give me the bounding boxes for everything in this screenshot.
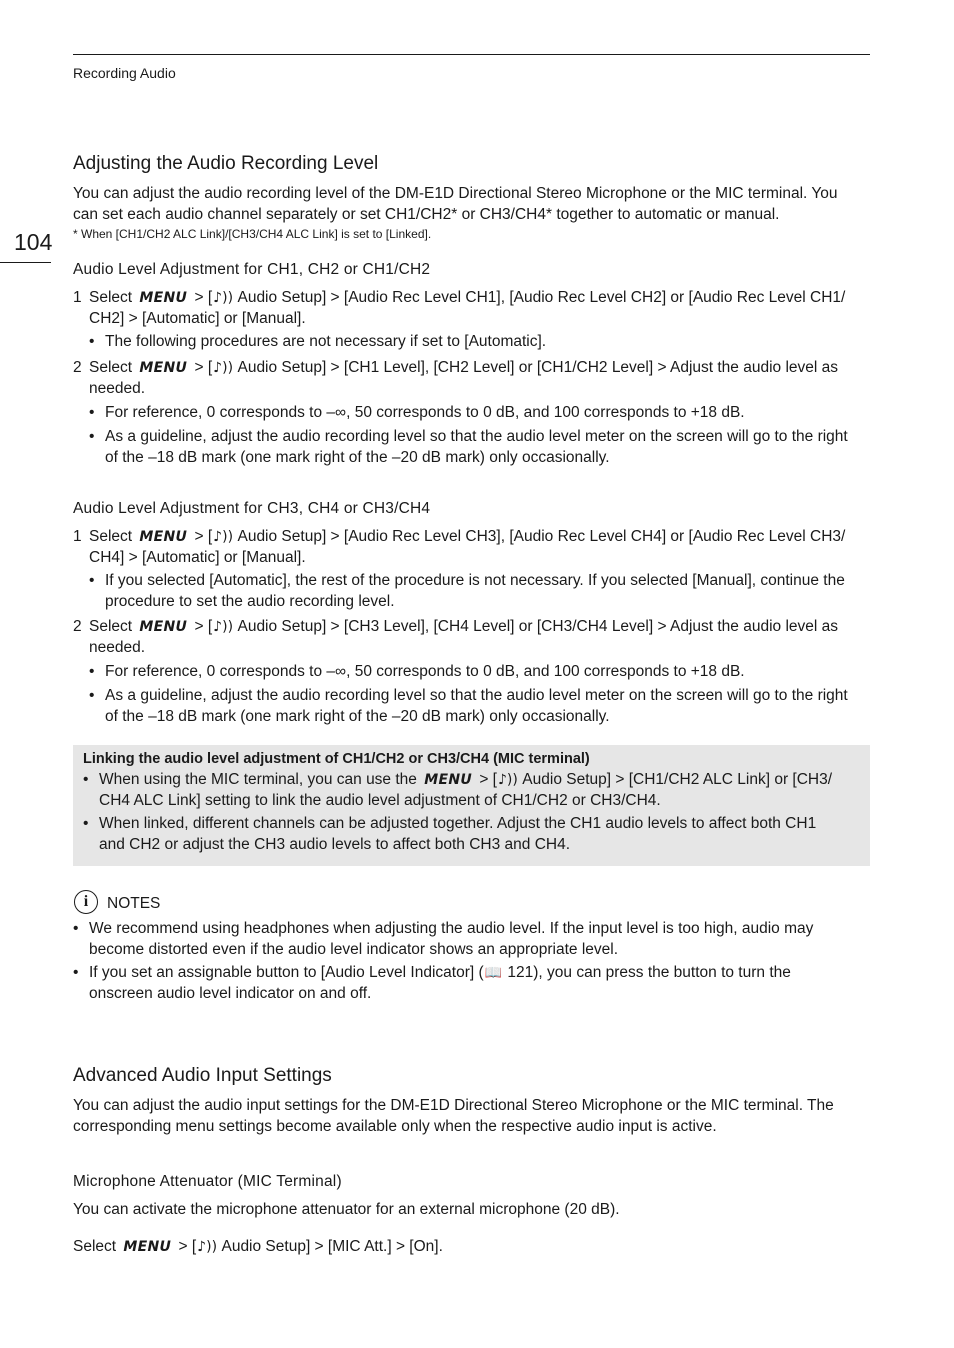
page-number-rule [0, 262, 51, 263]
menu-icon: MENU [424, 772, 473, 788]
top-rule [73, 54, 870, 55]
list-item: • The following procedures are not necessary if set to [Automatic]. [89, 333, 547, 350]
audio-setup-icon: ♪)) [213, 529, 234, 545]
step-number: 2 [73, 359, 82, 376]
step-number: 2 [73, 618, 82, 635]
list-item: • For reference, 0 corresponds to –∞, 50 corresponds to 0 dB, and 100 corresponds to +18 dB. [89, 663, 745, 680]
box-title: Linking the audio level adjustment of CH1/CH2 or CH3/CH4 (MIC terminal) [83, 751, 590, 767]
audio-setup-icon: ♪)) [213, 619, 234, 635]
list-item: • If you selected [Automatic], the rest of the procedure is not necessary. If you selected [Manual], continue the procedure to set the audio recording level. [89, 572, 845, 610]
menu-icon: MENU [139, 619, 188, 635]
section2-intro: You can adjust the audio input settings for the DM-E1D Directional Stereo Microphone or the MIC terminal. The corresponding menu settings become available only when the respective audio input is active. [73, 1097, 834, 1135]
running-head: Recording Audio [73, 65, 176, 81]
select-word: Select [89, 289, 133, 306]
link-info-box [73, 745, 870, 866]
menu-icon: MENU [139, 360, 188, 376]
mic-attenuator-step: Select MENU > [♪)) Audio Setup] > [MIC Att.] > [On]. [73, 1238, 443, 1255]
list-item: • As a guideline, adjust the audio recording level so that the audio level meter on the screen will go to the right of the –18 dB mark (one mark right of the –20 dB mark) only occasionally. [89, 428, 848, 466]
list-item: • If you set an assignable button to [Audio Level Indicator] (📖 121), you can press the button to turn the onscreen audio level indicator on and off. [73, 964, 791, 1002]
step-number: 1 [73, 528, 82, 545]
list-item: • As a guideline, adjust the audio recording level so that the audio level meter on the screen will go to the right of the –18 dB mark (one mark right of the –20 dB mark) only occasionally. [89, 687, 848, 725]
list-item: • For reference, 0 corresponds to –∞, 50 corresponds to 0 dB, and 100 corresponds to +18 dB. [89, 404, 745, 421]
audio-setup-icon: ♪)) [498, 772, 518, 788]
audio-setup-icon: ♪)) [213, 360, 234, 376]
menu-icon: MENU [123, 1239, 172, 1255]
section1-intro-line2: can set each audio channel separately or set CH1/CH2* or CH3/CH4* together to automatic or manual. [73, 205, 780, 223]
list-item: • When linked, different channels can be adjusted together. Adjust the CH1 audio levels to affect both CH1 and CH2 or adjust the CH3 audio levels to affect both CH3 and CH4. [83, 815, 817, 853]
subheading-ch3-ch4: Audio Level Adjustment for CH3, CH4 or CH3/CH4 [73, 500, 431, 517]
book-icon[interactable]: 📖 [484, 965, 503, 981]
step-2-ch3-ch4: 2 Select MENU > [♪)) Audio Setup] > [CH3 Level], [CH4 Level] or [CH3/CH4 Level] > Adjust the audio level as needed. [73, 618, 839, 656]
subheading-mic-attenuator: Microphone Attenuator (MIC Terminal) [73, 1173, 342, 1190]
notes-label: NOTES [107, 895, 161, 912]
section-title-adjusting-level: Adjusting the Audio Recording Level [73, 153, 379, 174]
menu-icon: MENU [139, 529, 188, 545]
info-icon: i [74, 890, 98, 914]
footnote: * When [CH1/CH2 ALC Link]/[CH3/CH4 ALC Link] is set to [Linked]. [73, 227, 432, 241]
audio-setup-icon: ♪)) [213, 290, 234, 306]
menu-icon: MENU [139, 290, 188, 306]
audio-setup-icon: ♪)) [197, 1239, 218, 1255]
list-item: • We recommend using headphones when adjusting the audio level. If the input level is too high, audio may become distorted even if the audio level indicator shows an appropriate level. [73, 920, 814, 958]
section1-intro-line1: You can adjust the audio recording level of the DM-E1D Directional Stereo Microphone or the MIC terminal. You [73, 185, 838, 202]
page-number: 104 [14, 229, 53, 255]
subheading-ch1-ch2: Audio Level Adjustment for CH1, CH2 or CH1/CH2 [73, 261, 431, 278]
mic-attenuator-text: You can activate the microphone attenuator for an external microphone (20 dB). [73, 1201, 620, 1218]
section-title-advanced-input: Advanced Audio Input Settings [73, 1065, 332, 1086]
step-2-ch1-ch2: 2 Select MENU > [♪)) Audio Setup] > [CH1 Level], [CH2 Level] or [CH1/CH2 Level] > Adjust the audio level as needed. [73, 359, 839, 397]
step-number: 1 [73, 289, 82, 306]
list-item: • When using the MIC terminal, you can use the MENU > [♪)) Audio Setup] > [CH1/CH2 ALC Link] or [CH3/ CH4 ALC Link] setting to link the audio level adjustment of CH1/CH2 or CH3/CH4. [83, 771, 833, 809]
step-1-ch1-ch2: 1 Select MENU > [♪)) Audio Setup] > [Audio Rec Level CH1], [Audio Rec Level CH2] or [Audio Rec Level CH1/ CH2] > [Automatic] or [Manual]. [73, 289, 846, 327]
step-1-ch3-ch4: 1 Select MENU > [♪)) Audio Setup] > [Audio Rec Level CH3], [Audio Rec Level CH4] or [Audio Rec Level CH3/ CH4] > [Automatic] or [Manual]. [73, 528, 846, 566]
section1-intro [73, 184, 873, 225]
